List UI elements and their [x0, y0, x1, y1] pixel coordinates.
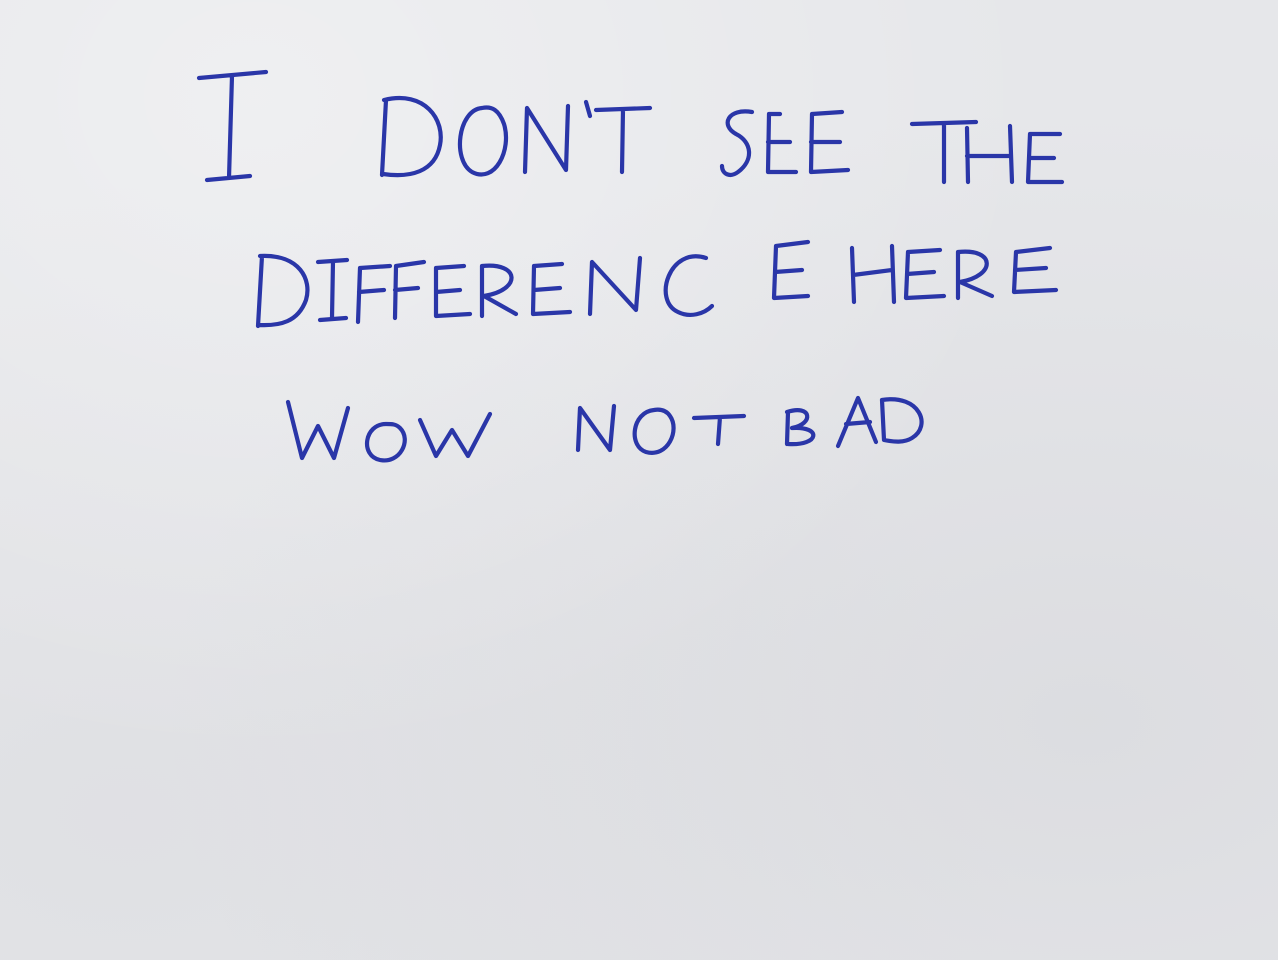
glyph-N3: [578, 406, 614, 450]
note-line-3: [288, 398, 922, 460]
glyph-B: [787, 410, 813, 444]
glyph-W2: [420, 414, 490, 456]
glyph-apostrophe: [586, 102, 590, 116]
glyph-F: [358, 266, 390, 322]
glyph-E8: [1014, 248, 1056, 292]
glyph-T3: [694, 416, 744, 444]
glyph-E6: [774, 242, 808, 298]
glyph-R2: [958, 252, 992, 298]
glyph-E3: [1028, 134, 1062, 182]
glyph-D3: [882, 399, 922, 441]
glyph-A: [838, 398, 876, 446]
glyph-D: [382, 98, 441, 175]
glyph-E2: [811, 112, 848, 172]
glyph-D2: [258, 256, 307, 326]
glyph-O3: [635, 410, 674, 453]
glyph-E4: [436, 266, 470, 316]
glyph-W: [288, 402, 348, 458]
glyph-E7: [906, 250, 944, 298]
glyph-T: [596, 108, 650, 172]
glyph-F2: [395, 262, 424, 318]
glyph-E5: [533, 264, 570, 314]
glyph-N: [525, 106, 568, 172]
glyph-O: [460, 108, 506, 175]
glyph-H: [967, 126, 1012, 182]
glyph-E: [768, 114, 796, 172]
glyph-I2: [318, 260, 347, 320]
glyph-C: [666, 256, 712, 315]
glyph-I: [199, 72, 266, 180]
note-line-1: [199, 72, 1062, 182]
glyph-R: [482, 266, 516, 316]
glyph-H2: [852, 246, 894, 302]
glyph-S: [722, 111, 752, 174]
note-line-2: [258, 242, 1056, 326]
glyph-N2: [590, 258, 640, 314]
glyph-O2: [367, 424, 405, 460]
